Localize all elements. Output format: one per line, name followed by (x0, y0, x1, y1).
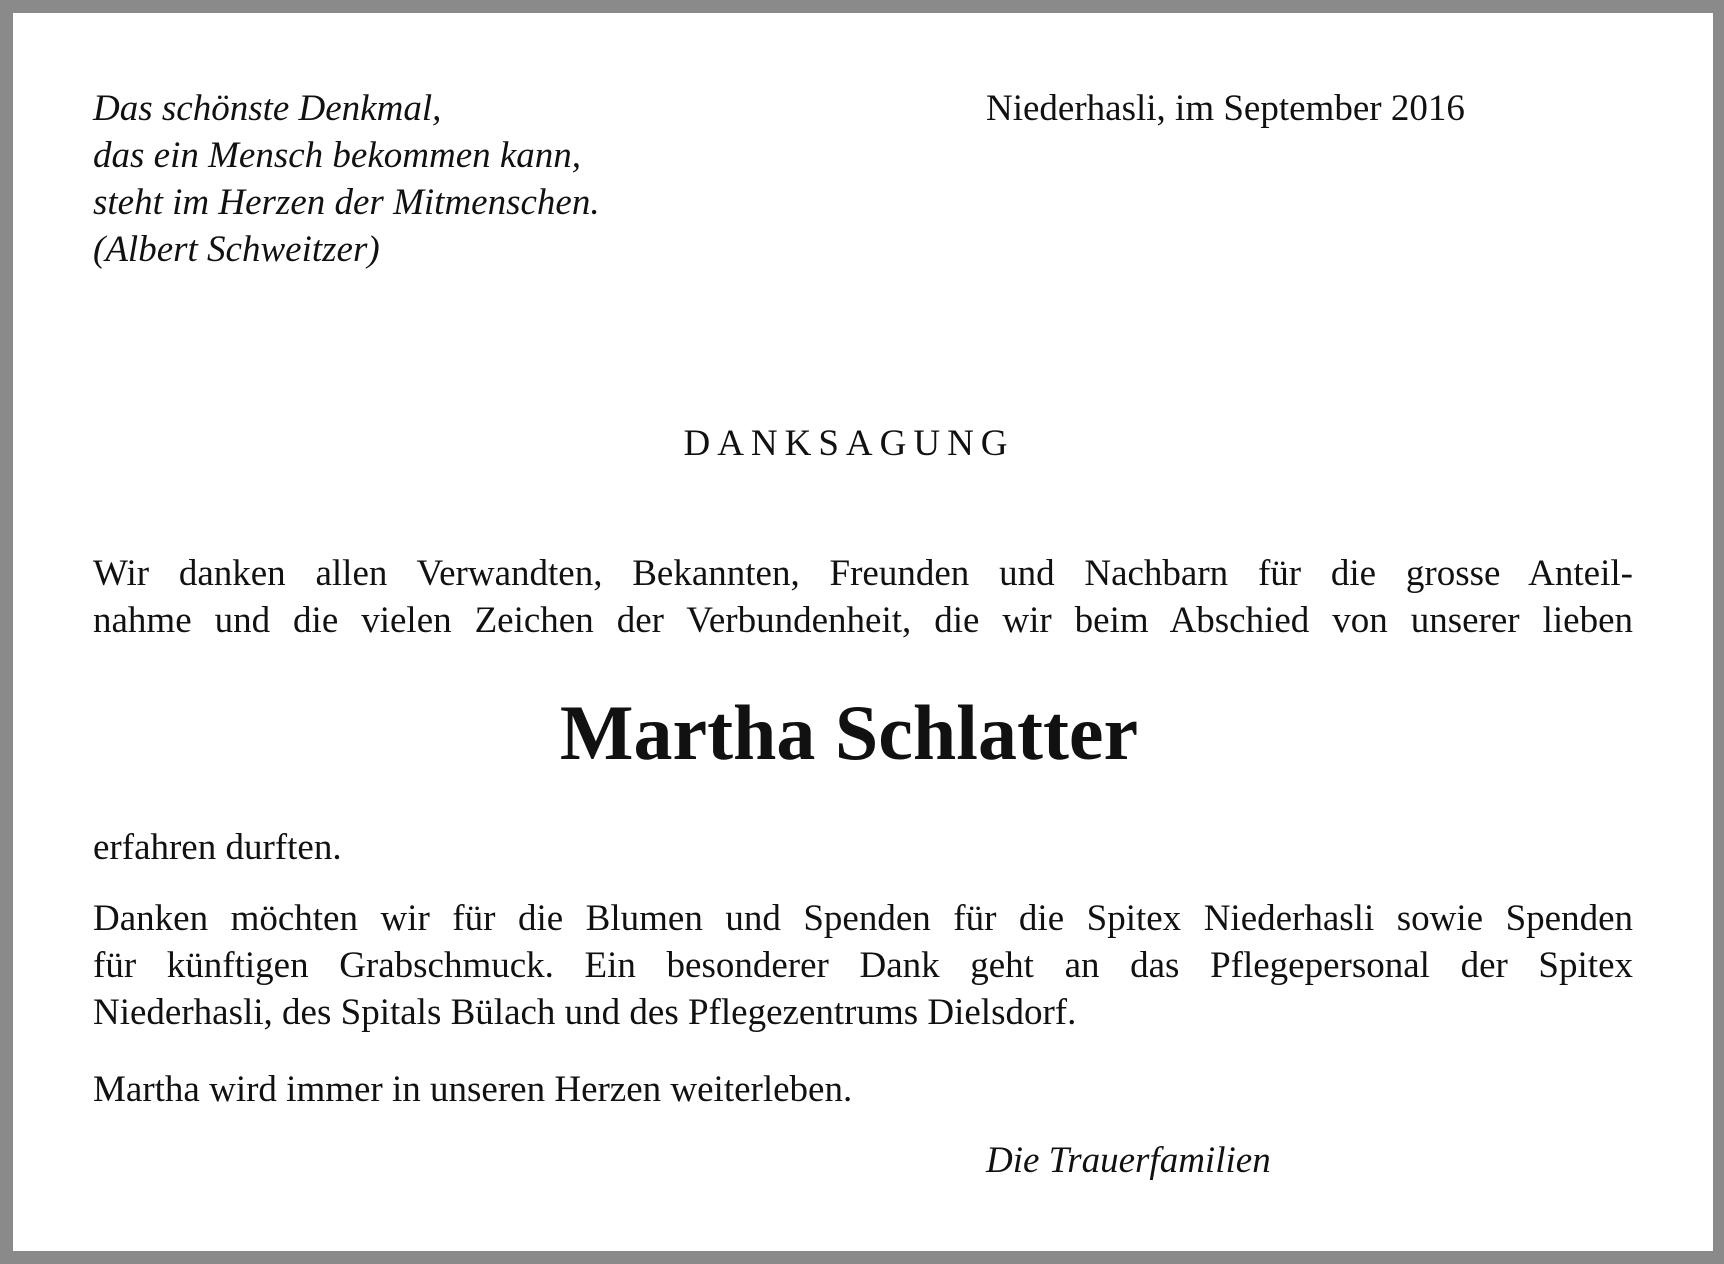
notice-heading: DANKSAGUNG (683, 423, 1015, 464)
continuation-paragraph (93, 824, 1633, 871)
closing-paragraph (93, 1066, 1633, 1113)
paragraph-line: erfahren durften. (93, 827, 342, 868)
paragraph-line: für künftigen Grabschmuck. Ein besonderer Dank geht an das Pflegepersonal der Spitex (93, 945, 1633, 986)
quote-line: steht im Herzen der Mitmenschen. (93, 182, 600, 223)
quote-line: das ein Mensch bekommen kann, (93, 135, 582, 176)
paragraph-line: Wir danken allen Verwandten, Bekannten, Freunden und Nachbarn für die grosse Anteil- (93, 553, 1633, 594)
gratitude-paragraph (93, 895, 1633, 1036)
paragraph-line: Martha wird immer in unseren Herzen weiterleben. (93, 1069, 853, 1110)
quote-author: (Albert Schweitzer) (93, 229, 380, 270)
quote-line: Das schönste Denkmal, (93, 88, 442, 129)
paragraph-line: Niederhasli, des Spitals Bülach und des Pflegezentrums Dielsdorf. (93, 992, 1077, 1033)
thanks-paragraph (93, 550, 1633, 644)
quote-block (93, 85, 600, 273)
paragraph-line: nahme und die vielen Zeichen der Verbundenheit, die wir beim Abschied von unserer lieben (93, 600, 1633, 641)
paragraph-line: Danken möchten wir für die Blumen und Spenden für die Spitex Niederhasli sowie Spenden (93, 898, 1633, 939)
place-date: Niederhasli, im September 2016 (986, 88, 1465, 129)
signature: Die Trauerfamilien (986, 1140, 1271, 1181)
deceased-name: Martha Schlatter (559, 689, 1139, 776)
